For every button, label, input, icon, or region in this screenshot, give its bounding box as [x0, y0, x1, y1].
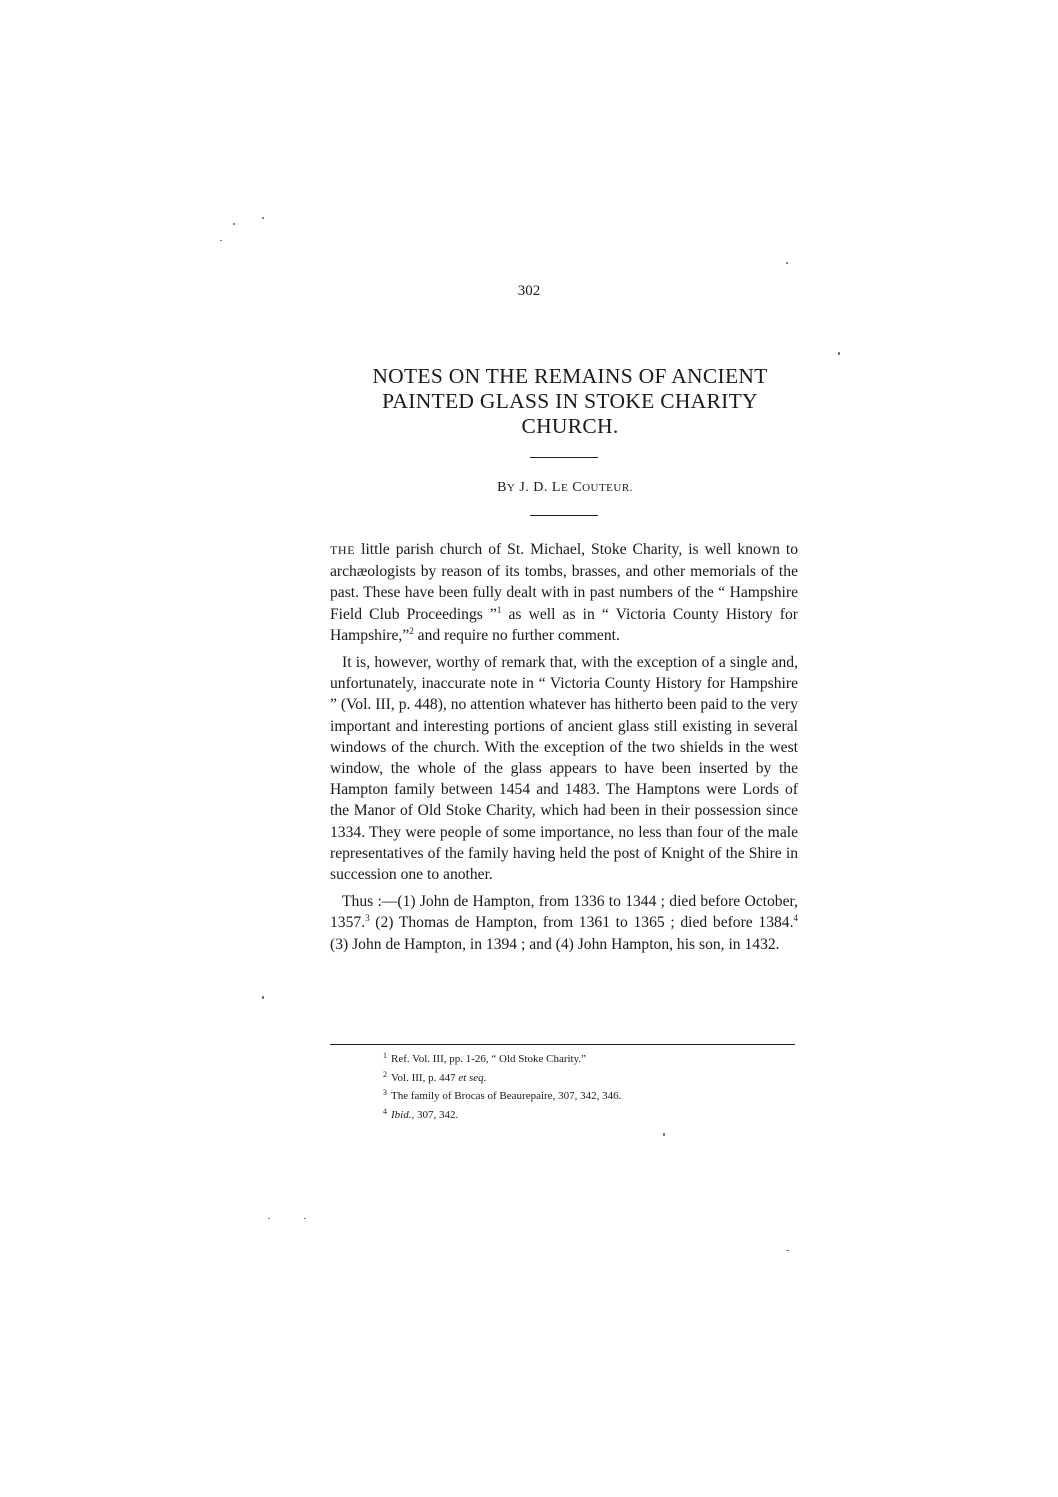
- scan-speck: [220, 240, 222, 241]
- footnote-divider: [330, 1044, 795, 1045]
- footnote-1: $^1$ Ref. Vol. III, pp. 1-26, “ Old Stoke Charity.”: [383, 1051, 587, 1065]
- title-line-2: PAINTED GLASS IN STOKE CHARITY: [382, 389, 758, 413]
- footnote-3: $^3$ The family of Brocas of Beaurepaire, 307, 342, 346.: [383, 1088, 622, 1103]
- article-title: [330, 364, 810, 439]
- scan-speck: [838, 352, 840, 355]
- byline-divider-bottom: [530, 515, 598, 516]
- paragraph-2: It is, however, worthy of remark that, with the exception of a single and, unfortunately, inaccurate note in “ Victoria County History for Hampshire ” (Vol. III, p. 448), no attention whatever has hitherto been paid to the very important and interesting portions of ancient glass still existing in several windows of the church. With the exception of the two shields in the west window, the whole of the glass appears to have been inserted by the Hampton family between 1454 and 1483. The Hamptons were Lords of the Manor of Old Stoke Charity, which had been in their possession since 1334. They were people of some importance, no less than four of the male representatives of the family having held the post of Knight of the Shire in succession one to another.: [330, 654, 798, 884]
- scan-speck: [304, 1218, 306, 1219]
- scan-speck: [262, 996, 264, 999]
- scan-speck: [786, 262, 788, 264]
- scan-speck: [268, 1218, 270, 1219]
- footnotes: [383, 1050, 803, 1124]
- scan-speck: [233, 223, 235, 225]
- scan-speck: [663, 1133, 665, 1136]
- footnote-2: $^2$ Vol. III, p. 447 et seq.: [383, 1069, 487, 1084]
- title-line-1: NOTES ON THE REMAINS OF ANCIENT: [372, 364, 768, 388]
- title-line-3: CHURCH.: [521, 414, 619, 438]
- article-body: [330, 539, 798, 961]
- byline: BY J. D. LE COUTEUR.: [497, 480, 633, 495]
- paragraph-1: THE little parish church of St. Michael, Stoke Charity, is well known to archæologists by reason of its tombs, brasses, and other memorials of the past. These have been fully dealt with in past numbers of the “ Hampshire Field Club Proceedings ”$^1$ as well as in “ Victoria County History for Hampshire,”$^2$ and require no further comment.: [330, 541, 798, 644]
- paragraph-3: Thus :—(1) John de Hampton, from 1336 to 1344 ; died before October, 1357.$^3$ (2) Thomas de Hampton, from 1361 to 1365 ; died before 1384.$^4$ (3) John de Hampton, in 1394 ; and (4) John Hampton, his son, in 1432.: [330, 893, 798, 953]
- title-divider-top: [530, 457, 598, 458]
- scan-speck: [786, 1250, 789, 1251]
- scan-speck: [262, 217, 264, 219]
- page-number: 302: [517, 283, 541, 299]
- footnote-4: $^4$ Ibid., 307, 342.: [383, 1106, 459, 1121]
